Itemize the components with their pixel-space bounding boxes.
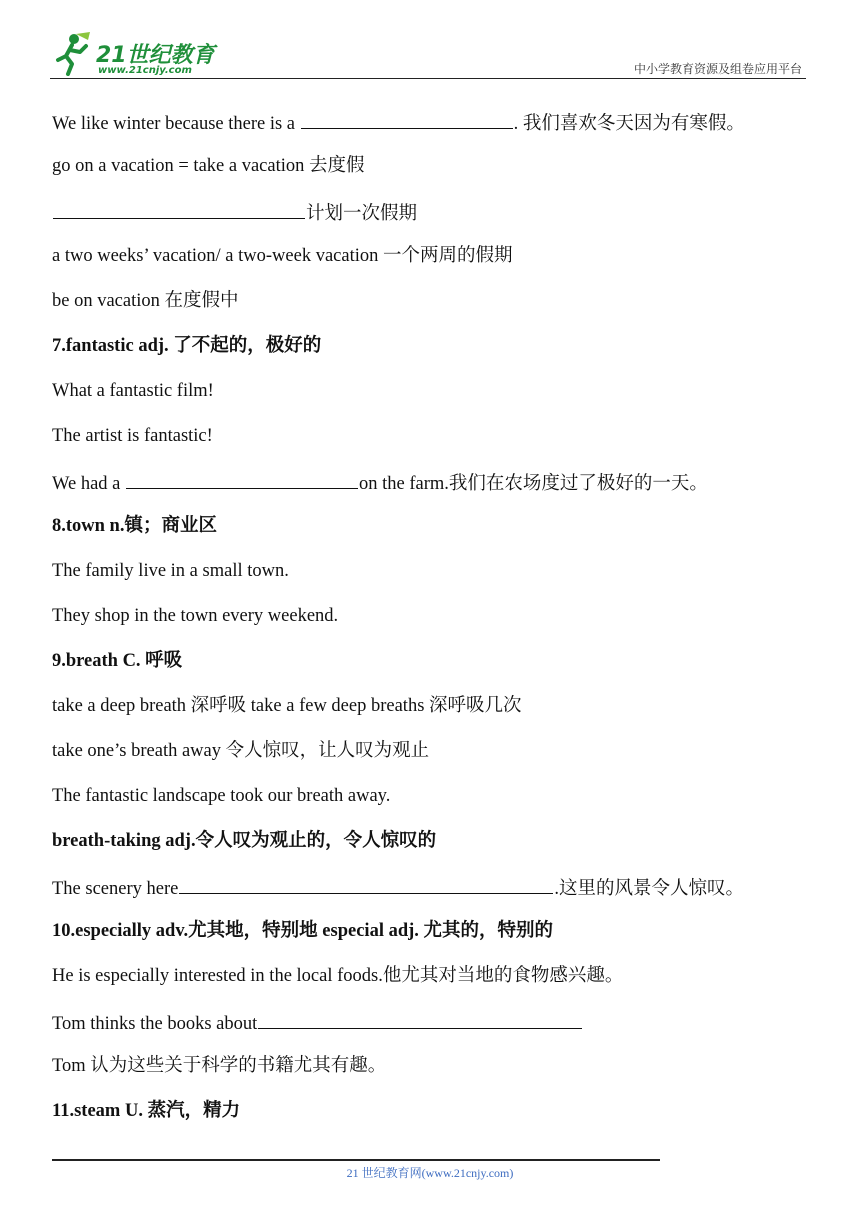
line-text: 11.steam U. 蒸汽，精力 bbox=[52, 1101, 241, 1121]
fill-in-blank[interactable] bbox=[301, 106, 513, 129]
line-text: on the farm.我们在农场度过了极好的一天。 bbox=[359, 474, 708, 494]
page-footer: 21 世纪教育网(www.21cnjy.com) bbox=[346, 1166, 514, 1180]
header-tagline: 中小学教育资源及组卷应用平台 bbox=[633, 62, 802, 76]
line-text: The fantastic landscape took our breath away. bbox=[52, 786, 391, 806]
line-text: a two weeks’ vacation/ a two-week vacation 一个两周的假期 bbox=[52, 246, 513, 266]
text-line bbox=[52, 601, 812, 646]
text-line bbox=[52, 736, 812, 781]
text-line bbox=[52, 376, 812, 421]
line-text: The family live in a small town. bbox=[52, 561, 289, 581]
text-line bbox=[52, 286, 812, 331]
document-body bbox=[52, 106, 812, 1141]
vocab-heading bbox=[52, 1096, 812, 1141]
logo-url: www.21cnjy.com bbox=[98, 65, 192, 76]
line-text: be on vacation 在度假中 bbox=[52, 291, 239, 311]
line-text: 9.breath C. 呼吸 bbox=[52, 651, 183, 671]
text-line bbox=[52, 241, 812, 286]
text-line bbox=[52, 556, 812, 601]
text-line bbox=[52, 466, 812, 511]
line-text: We like winter because there is a bbox=[52, 114, 300, 134]
fill-in-blank[interactable] bbox=[53, 196, 305, 219]
vocab-heading bbox=[52, 916, 812, 961]
line-text: He is especially interested in the local foods.他尤其对当地的食物感兴趣。 bbox=[52, 966, 624, 986]
fill-in-blank[interactable] bbox=[179, 871, 553, 894]
line-text: We had a bbox=[52, 474, 125, 494]
page-header bbox=[50, 28, 806, 80]
text-line bbox=[52, 196, 812, 241]
line-text: The artist is fantastic! bbox=[52, 426, 213, 446]
text-line bbox=[52, 106, 812, 151]
line-text: . 我们喜欢冬天因为有寒假。 bbox=[513, 114, 745, 134]
fill-in-blank[interactable] bbox=[126, 466, 358, 489]
line-text: 8.town n.镇；商业区 bbox=[52, 516, 217, 536]
line-text: They shop in the town every weekend. bbox=[52, 606, 339, 626]
line-text: go on a vacation = take a vacation 去度假 bbox=[52, 156, 365, 176]
line-text: take one’s breath away 令人惊叹，让人叹为观止 bbox=[52, 741, 430, 761]
runner-logo-icon bbox=[50, 30, 96, 76]
line-text: What a fantastic film! bbox=[52, 381, 214, 401]
vocab-heading bbox=[52, 646, 812, 691]
vocab-heading bbox=[52, 826, 812, 871]
text-line bbox=[52, 1051, 812, 1096]
line-text: 计划一次假期 bbox=[306, 204, 418, 224]
fill-in-blank[interactable] bbox=[258, 1006, 582, 1029]
line-text: 7.fantastic adj. 了不起的，极好的 bbox=[52, 336, 322, 356]
line-text: The scenery here bbox=[52, 879, 179, 899]
site-logo bbox=[50, 28, 220, 78]
line-text: Tom thinks the books about bbox=[52, 1014, 258, 1034]
text-line bbox=[52, 421, 812, 466]
line-text: 10.especially adv.尤其地，特别地 especial adj. 尤其的，特别的 bbox=[52, 921, 554, 941]
vocab-heading bbox=[52, 511, 812, 556]
line-text: take a deep breath 深呼吸 take a few deep breaths 深呼吸几次 bbox=[52, 696, 522, 716]
header-divider bbox=[50, 78, 806, 79]
line-text: Tom 认为这些关于科学的书籍尤其有趣。 bbox=[52, 1056, 387, 1076]
text-line bbox=[52, 871, 812, 916]
text-line bbox=[52, 1006, 812, 1051]
line-text: breath-taking adj.令人叹为观止的，令人惊叹的 bbox=[52, 831, 437, 851]
text-line bbox=[52, 151, 812, 196]
logo-text: 21世纪教育 bbox=[96, 43, 215, 68]
text-line bbox=[52, 691, 812, 736]
text-line bbox=[52, 961, 812, 1006]
text-line bbox=[52, 781, 812, 826]
vocab-heading bbox=[52, 331, 812, 376]
line-text: .这里的风景令人惊叹。 bbox=[554, 879, 744, 899]
footer-divider bbox=[52, 1159, 660, 1161]
